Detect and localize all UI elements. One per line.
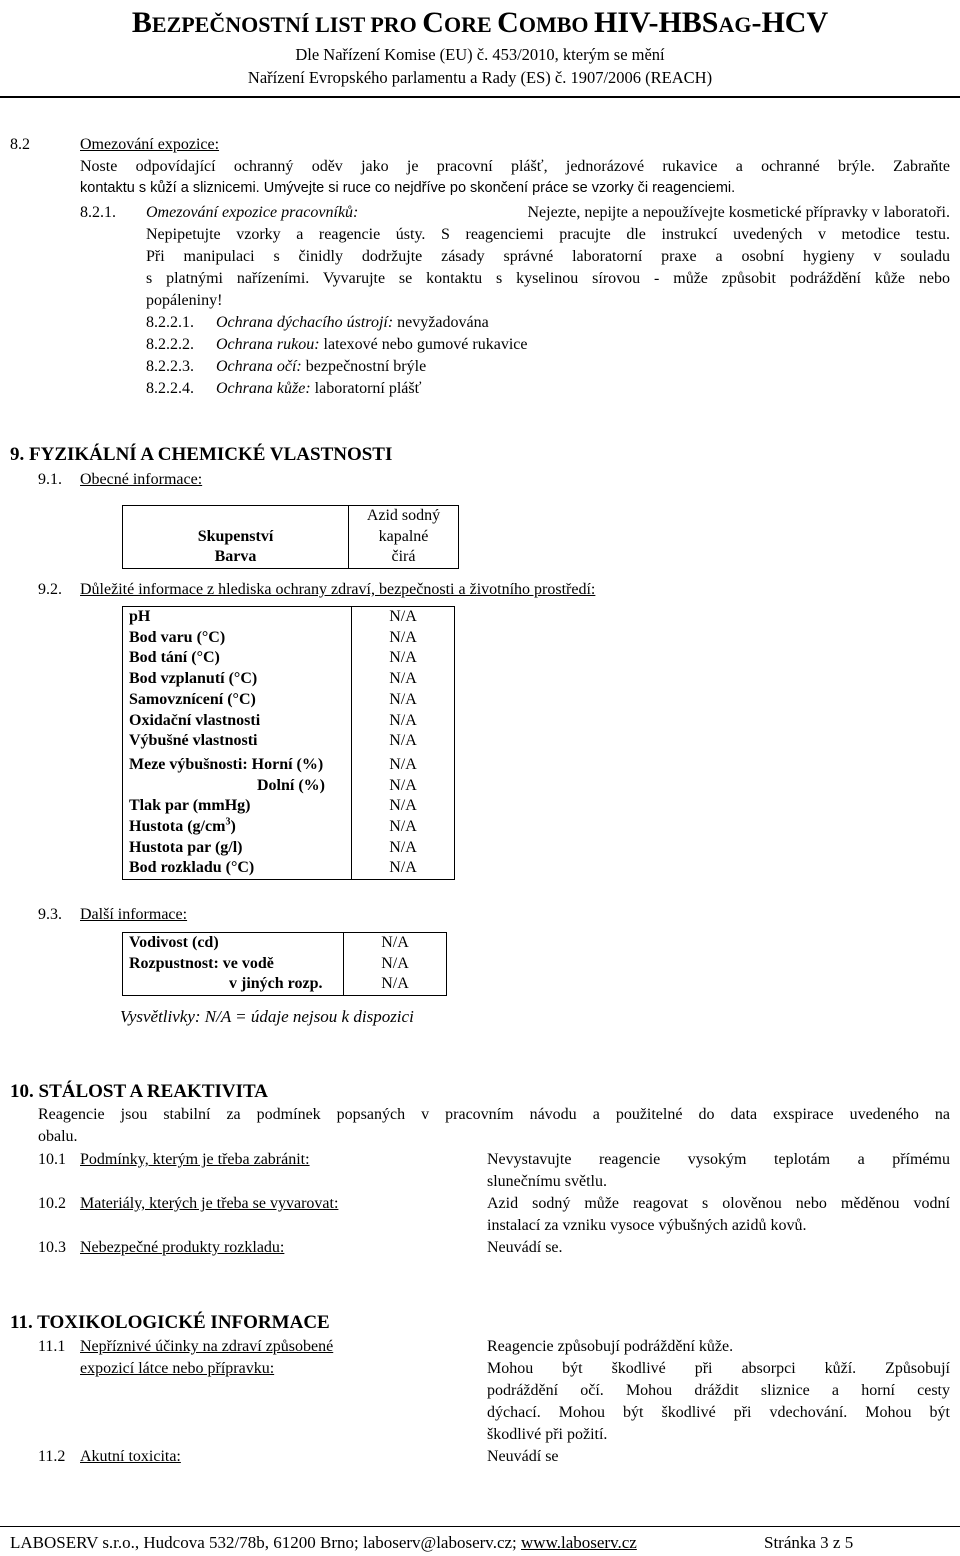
section-10-2-value-1: Azid sodný může reagovat s olověnou nebo měděnou vodní (487, 1195, 950, 1212)
table-value-cell: N/A (344, 933, 447, 954)
section-9-2-number: 9.2. (38, 581, 62, 598)
footer-rule (0, 1526, 960, 1527)
title-part: OMBO (518, 12, 594, 37)
item-label (216, 334, 527, 356)
table-row (123, 547, 459, 568)
table-label-cell (123, 817, 352, 838)
section-11-heading: 11. TOXIKOLOGICKÉ INFORMACE (10, 1312, 330, 1333)
table-value-cell: N/A (352, 796, 455, 817)
table-label-cell: Bod rozkladu (°C) (123, 858, 352, 879)
section-8-2-text-1: Noste odpovídající ochranný oděv jako je pracovní plášť, jednorázové rukavice a ochranné brýle. Zabraňte (80, 158, 950, 175)
section-8-2-title: Omezování expozice: (80, 136, 220, 153)
title-part: -HCV (751, 6, 829, 39)
section-9-1-number: 9.1. (38, 471, 62, 488)
table-row (123, 607, 455, 628)
table-row (123, 858, 455, 879)
item-value: latexové nebo gumové rukavice (319, 336, 528, 353)
table-value-cell: N/A (352, 817, 455, 838)
table-label-cell: Tlak par (mmHg) (123, 796, 352, 817)
table-label-cell: Skupenství (123, 527, 349, 548)
section-9-3-title: Další informace: (80, 906, 188, 923)
item-number: 8.2.2.1. (146, 314, 194, 331)
title-part: C (422, 6, 444, 39)
table-value-cell: čirá (349, 547, 459, 568)
page-number: Stránka 3 z 5 (764, 1533, 854, 1552)
protection-item (146, 378, 422, 400)
section-8-2-text-2: kontaktu s kůží a sliznicemi. Umývejte si ruce co nejdříve po skončení práce se vzorky či reagenciemi. (80, 180, 736, 196)
item-number: 8.2.2.4. (146, 380, 194, 397)
subtitle-regulation-1: Dle Nařízení Komise (EU) č. 453/2010, kterým se mění (295, 45, 665, 64)
section-11-1-label-1: Nepříznivé účinky na zdraví způsobené (80, 1338, 334, 1355)
table-label-cell: v jiných rozp. (123, 974, 344, 995)
section-10-2-label: Materiály, kterých je třeba se vyvarovat: (80, 1195, 339, 1212)
label-text: Hustota (g/cm (129, 818, 226, 836)
general-info-table (122, 505, 459, 569)
section-10-heading: 10. STÁLOST A REAKTIVITA (10, 1081, 268, 1102)
table-label-cell: Meze výbušnosti: Horní (%) (123, 755, 352, 776)
table-label-cell: pH (123, 607, 352, 628)
section-10-intro-1: Reagencie jsou stabilní za podmínek popsaných v pracovním návodu a použitelné do data exspirace uvedeného na (38, 1106, 950, 1123)
legend-note: Vysvětlivky: N/A = údaje nejsou k dispozici (120, 1007, 414, 1026)
section-8-2-1-text: Nejezte, nepijte a nepoužívejte kosmetické přípravky v laboratoři. (527, 204, 950, 221)
table-label-cell: Hustota par (g/l) (123, 838, 352, 859)
item-value: nevyžadována (393, 314, 489, 331)
table-row (123, 817, 455, 838)
table-value-cell: N/A (344, 974, 447, 995)
item-label-text: Ochrana rukou: (216, 336, 320, 353)
section-10-1-value-2: slunečnímu světlu. (487, 1173, 607, 1190)
title-part: C (497, 6, 519, 39)
section-11-1-value-3: podráždění očí. Mohou dráždit sliznice a horní cesty (487, 1382, 950, 1399)
table-value-cell: N/A (352, 669, 455, 690)
section-11-2-number: 11.2 (38, 1448, 66, 1465)
title-part: ORE (443, 12, 498, 37)
table-value-cell: N/A (352, 648, 455, 669)
superscript: 3 (225, 816, 231, 828)
section-11-1-label-2: expozicí látce nebo přípravku: (80, 1360, 275, 1377)
section-10-1-number: 10.1 (38, 1151, 66, 1168)
table-label-cell: Dolní (%) (123, 776, 352, 797)
title-part: HIV-HBS (594, 6, 719, 39)
table-row (123, 776, 455, 797)
section-10-3-value: Neuvádí se. (487, 1239, 563, 1256)
section-9-heading: 9. FYZIKÁLNÍ A CHEMICKÉ VLASTNOSTI (10, 444, 393, 465)
title-part: B (131, 6, 152, 39)
table-label-cell: Vodivost (cd) (123, 933, 344, 954)
item-value: laboratorní plášť (310, 380, 422, 397)
section-10-3-number: 10.3 (38, 1239, 66, 1256)
document-title (0, 4, 960, 44)
section-11-1-number: 11.1 (38, 1338, 66, 1355)
section-8-2-1-line-3: Při manipulaci s činidly dodržujte zásady správné laboratorní praxe a osobní hygieny v souladu (146, 248, 950, 265)
table-value-cell: N/A (352, 628, 455, 649)
table-value-cell: N/A (352, 731, 455, 755)
label-text: ) (230, 818, 236, 836)
section-8-2-1-line-4: s platnými nařízeními. Vyvarujte se kontaktu s kyselinou sírovou - může způsobit podráždění kůže nebo (146, 270, 950, 287)
section-8-2-1-line-2: Nepipetujte vzorky a reagencie ústy. S reagenciemi pracujte dle instrukcí uvedených v metodice testu. (146, 226, 950, 243)
subtitle-regulation-2: Nařízení Evropského parlamentu a Rady (ES) č. 1907/2006 (REACH) (247, 68, 713, 87)
section-8-2-1-number: 8.2.1. (80, 204, 116, 221)
table-row (123, 954, 447, 975)
table-value-cell: kapalné (349, 527, 459, 548)
section-8-2-1-line-5: popáleniny! (146, 292, 223, 309)
properties-table (122, 606, 455, 880)
section-9-3-number: 9.3. (38, 906, 62, 923)
table-value-cell: N/A (352, 838, 455, 859)
item-value: bezpečnostní brýle (301, 358, 427, 375)
protection-item (146, 356, 427, 378)
section-11-1-value-5: škodlivé při požití. (487, 1426, 608, 1443)
item-label-text: Ochrana dýchacího ústrojí: (216, 314, 394, 331)
additional-info-table (122, 932, 447, 996)
footer-website-link[interactable]: www.laboserv.cz (521, 1533, 637, 1552)
header-rule (0, 96, 960, 98)
table-row (123, 755, 455, 776)
table-row (123, 669, 455, 690)
table-row (123, 506, 459, 527)
section-8-2-number: 8.2 (10, 136, 30, 153)
section-10-2-number: 10.2 (38, 1195, 66, 1212)
section-11-2-label: Akutní toxicita: (80, 1448, 181, 1465)
table-row (123, 711, 455, 732)
table-row (123, 796, 455, 817)
section-10-1-value-1: Nevystavujte reagencie vysokým teplotám a přímému (487, 1151, 950, 1168)
table-row (123, 731, 455, 755)
table-header-cell: Azid sodný (349, 506, 459, 527)
section-8-2-1-title: Omezování expozice pracovníků: (146, 204, 359, 221)
item-label (216, 378, 421, 400)
table-row (123, 648, 455, 669)
table-value-cell: N/A (352, 755, 455, 776)
table-value-cell: N/A (352, 776, 455, 797)
table-row (123, 933, 447, 954)
item-number: 8.2.2.3. (146, 358, 194, 375)
section-11-1-value-1: Reagencie způsobují podráždění kůže. (487, 1338, 734, 1355)
table-row (123, 628, 455, 649)
section-9-1-title: Obecné informace: (80, 471, 203, 488)
section-9-2-title: Důležité informace z hlediska ochrany zdraví, bezpečnosti a životního prostředí: (80, 581, 596, 598)
section-10-2-value-2: instalací za vzniku vysoce výbušných azidů kovů. (487, 1217, 807, 1234)
table-label-cell: Rozpustnost: ve vodě (123, 954, 344, 975)
section-11-1-value-2: Mohou být škodlivé při absorpci kůží. Způsobují (487, 1360, 950, 1377)
table-cell (123, 506, 349, 527)
table-label-cell: Bod tání (°C) (123, 648, 352, 669)
title-part: EZPEČNOSTNÍ LIST PRO (151, 12, 423, 37)
table-value-cell: N/A (352, 858, 455, 879)
table-label-cell: Bod varu (°C) (123, 628, 352, 649)
section-10-intro-2: obalu. (38, 1128, 78, 1145)
item-label-text: Ochrana kůže: (216, 380, 311, 397)
table-value-cell: N/A (352, 711, 455, 732)
footer-company (10, 1532, 637, 1554)
title-part: AG (718, 12, 752, 37)
table-label-cell: Barva (123, 547, 349, 568)
table-label-cell: Oxidační vlastnosti (123, 711, 352, 732)
item-number: 8.2.2.2. (146, 336, 194, 353)
table-value-cell: N/A (352, 690, 455, 711)
protection-item (146, 312, 489, 334)
item-label (216, 356, 426, 378)
table-label-cell: Bod vzplanutí (°C) (123, 669, 352, 690)
table-row (123, 690, 455, 711)
table-row (123, 838, 455, 859)
table-value-cell: N/A (344, 954, 447, 975)
table-row (123, 527, 459, 548)
section-8-2-1-line-1 (146, 202, 950, 224)
section-10-1-label: Podmínky, kterým je třeba zabránit: (80, 1151, 310, 1168)
section-11-1-value-4: dýchací. Mohou být škodlivé při vdechování. Mohou být (487, 1404, 950, 1421)
table-label-cell: Výbušné vlastnosti (123, 731, 352, 755)
item-label-text: Ochrana očí: (216, 358, 302, 375)
item-label (216, 312, 489, 334)
table-value-cell: N/A (352, 607, 455, 628)
section-10-3-label: Nebezpečné produkty rozkladu: (80, 1239, 285, 1256)
table-label-cell: Samovznícení (°C) (123, 690, 352, 711)
section-11-2-value: Neuvádí se (487, 1448, 559, 1465)
footer-address: LABOSERV s.r.o., Hudcova 532/78b, 61200 Brno; laboserv@laboserv.cz; (10, 1533, 522, 1552)
protection-item (146, 334, 528, 356)
table-row (123, 974, 447, 995)
